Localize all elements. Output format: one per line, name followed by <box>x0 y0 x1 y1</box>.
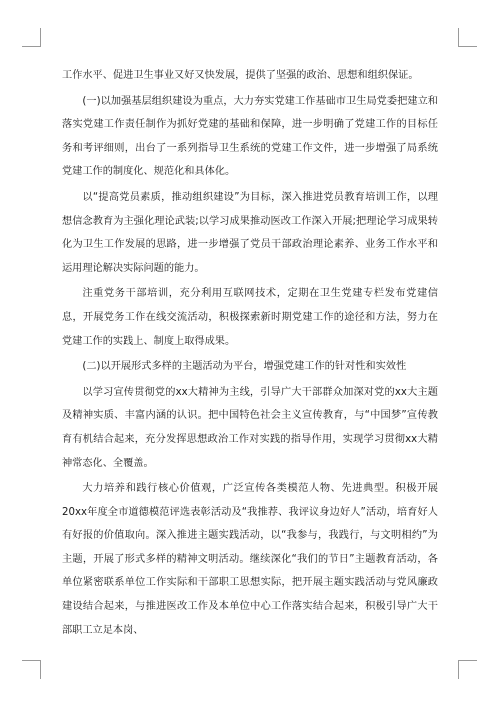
document-body <box>62 64 438 644</box>
crop-mark-bottom-left <box>22 660 41 679</box>
crop-mark-top-right <box>458 28 477 47</box>
paragraph: (一)以加强基层组织建设为重点，大力夯实党建工作基础市卫生局党委把建立和落实党建工作责任制作为抓好党建的基础和保障，进一步明确了党建工作的目标任务和考评细则，出台了一系列指导卫生系统的党建工作文件，进一步增强了局系统党建工作的制度化、规范化和具体化。 <box>62 95 438 178</box>
crop-mark-bottom-right <box>458 660 477 679</box>
paragraph: 以学习宣传贯彻党的xx大精神为主线，引导广大干部群众加深对党的xx大主题及精神实质、丰富内涵的认识。把中国特色社会主义宣传教育，与“中国梦”宣传教育有机结合起来，充分发挥思想政治工作对实践的指导作用，实现学习贯彻xx大精神常态化、全覆盖。 <box>62 386 438 469</box>
paragraph: 大力培养和践行核心价值观，广泛宣传各类模范人物、先进典型。积极开展20xx年度全市道德模范评选表彰活动及“我推荐、我评议身边好人”活动，培育好人有好报的价值取向。深入推进主题实践活动，以“我参与，我践行，与文明相约”为主题，开展了形式多样的精神文明活动。继续深化“我们的节日”主题教育活动，各单位紧密联系单位工作实际和干部职工思想实际，把开展主题实践活动与党风廉政建设结合起来，与推进医改工作及本单位中心工作落实结合起来，积极引导广大干部职工立足本岗、 <box>62 483 438 636</box>
paragraph: 以“提高党员素质，推动组织建设”为目标，深入推进党员教育培训工作，以理想信念教育为主强化理论武装;以学习成果推动医改工作深入开展;把理论学习成果转化为卫生工作发展的思路，进一步增强了党员干部政治理论素养、业务工作水平和运用理论解决实际问题的能力。 <box>62 191 438 274</box>
crop-mark-top-left <box>22 28 41 47</box>
section-heading: (二)以开展形式多样的主题活动为平台，增强党建工作的针对性和实效性 <box>82 361 407 373</box>
paragraph: 注重党务干部培训，充分利用互联网技术，定期在卫生党建专栏发布党建信息，开展党务工作在线交流活动，积极探索新时期党建工作的途径和方法，努力在党建工作的实践上、制度上取得成果。 <box>62 288 438 347</box>
paragraph: 工作水平、促进卫生事业又好又快发展，提供了坚强的政治、思想和组织保证。 <box>62 70 419 81</box>
